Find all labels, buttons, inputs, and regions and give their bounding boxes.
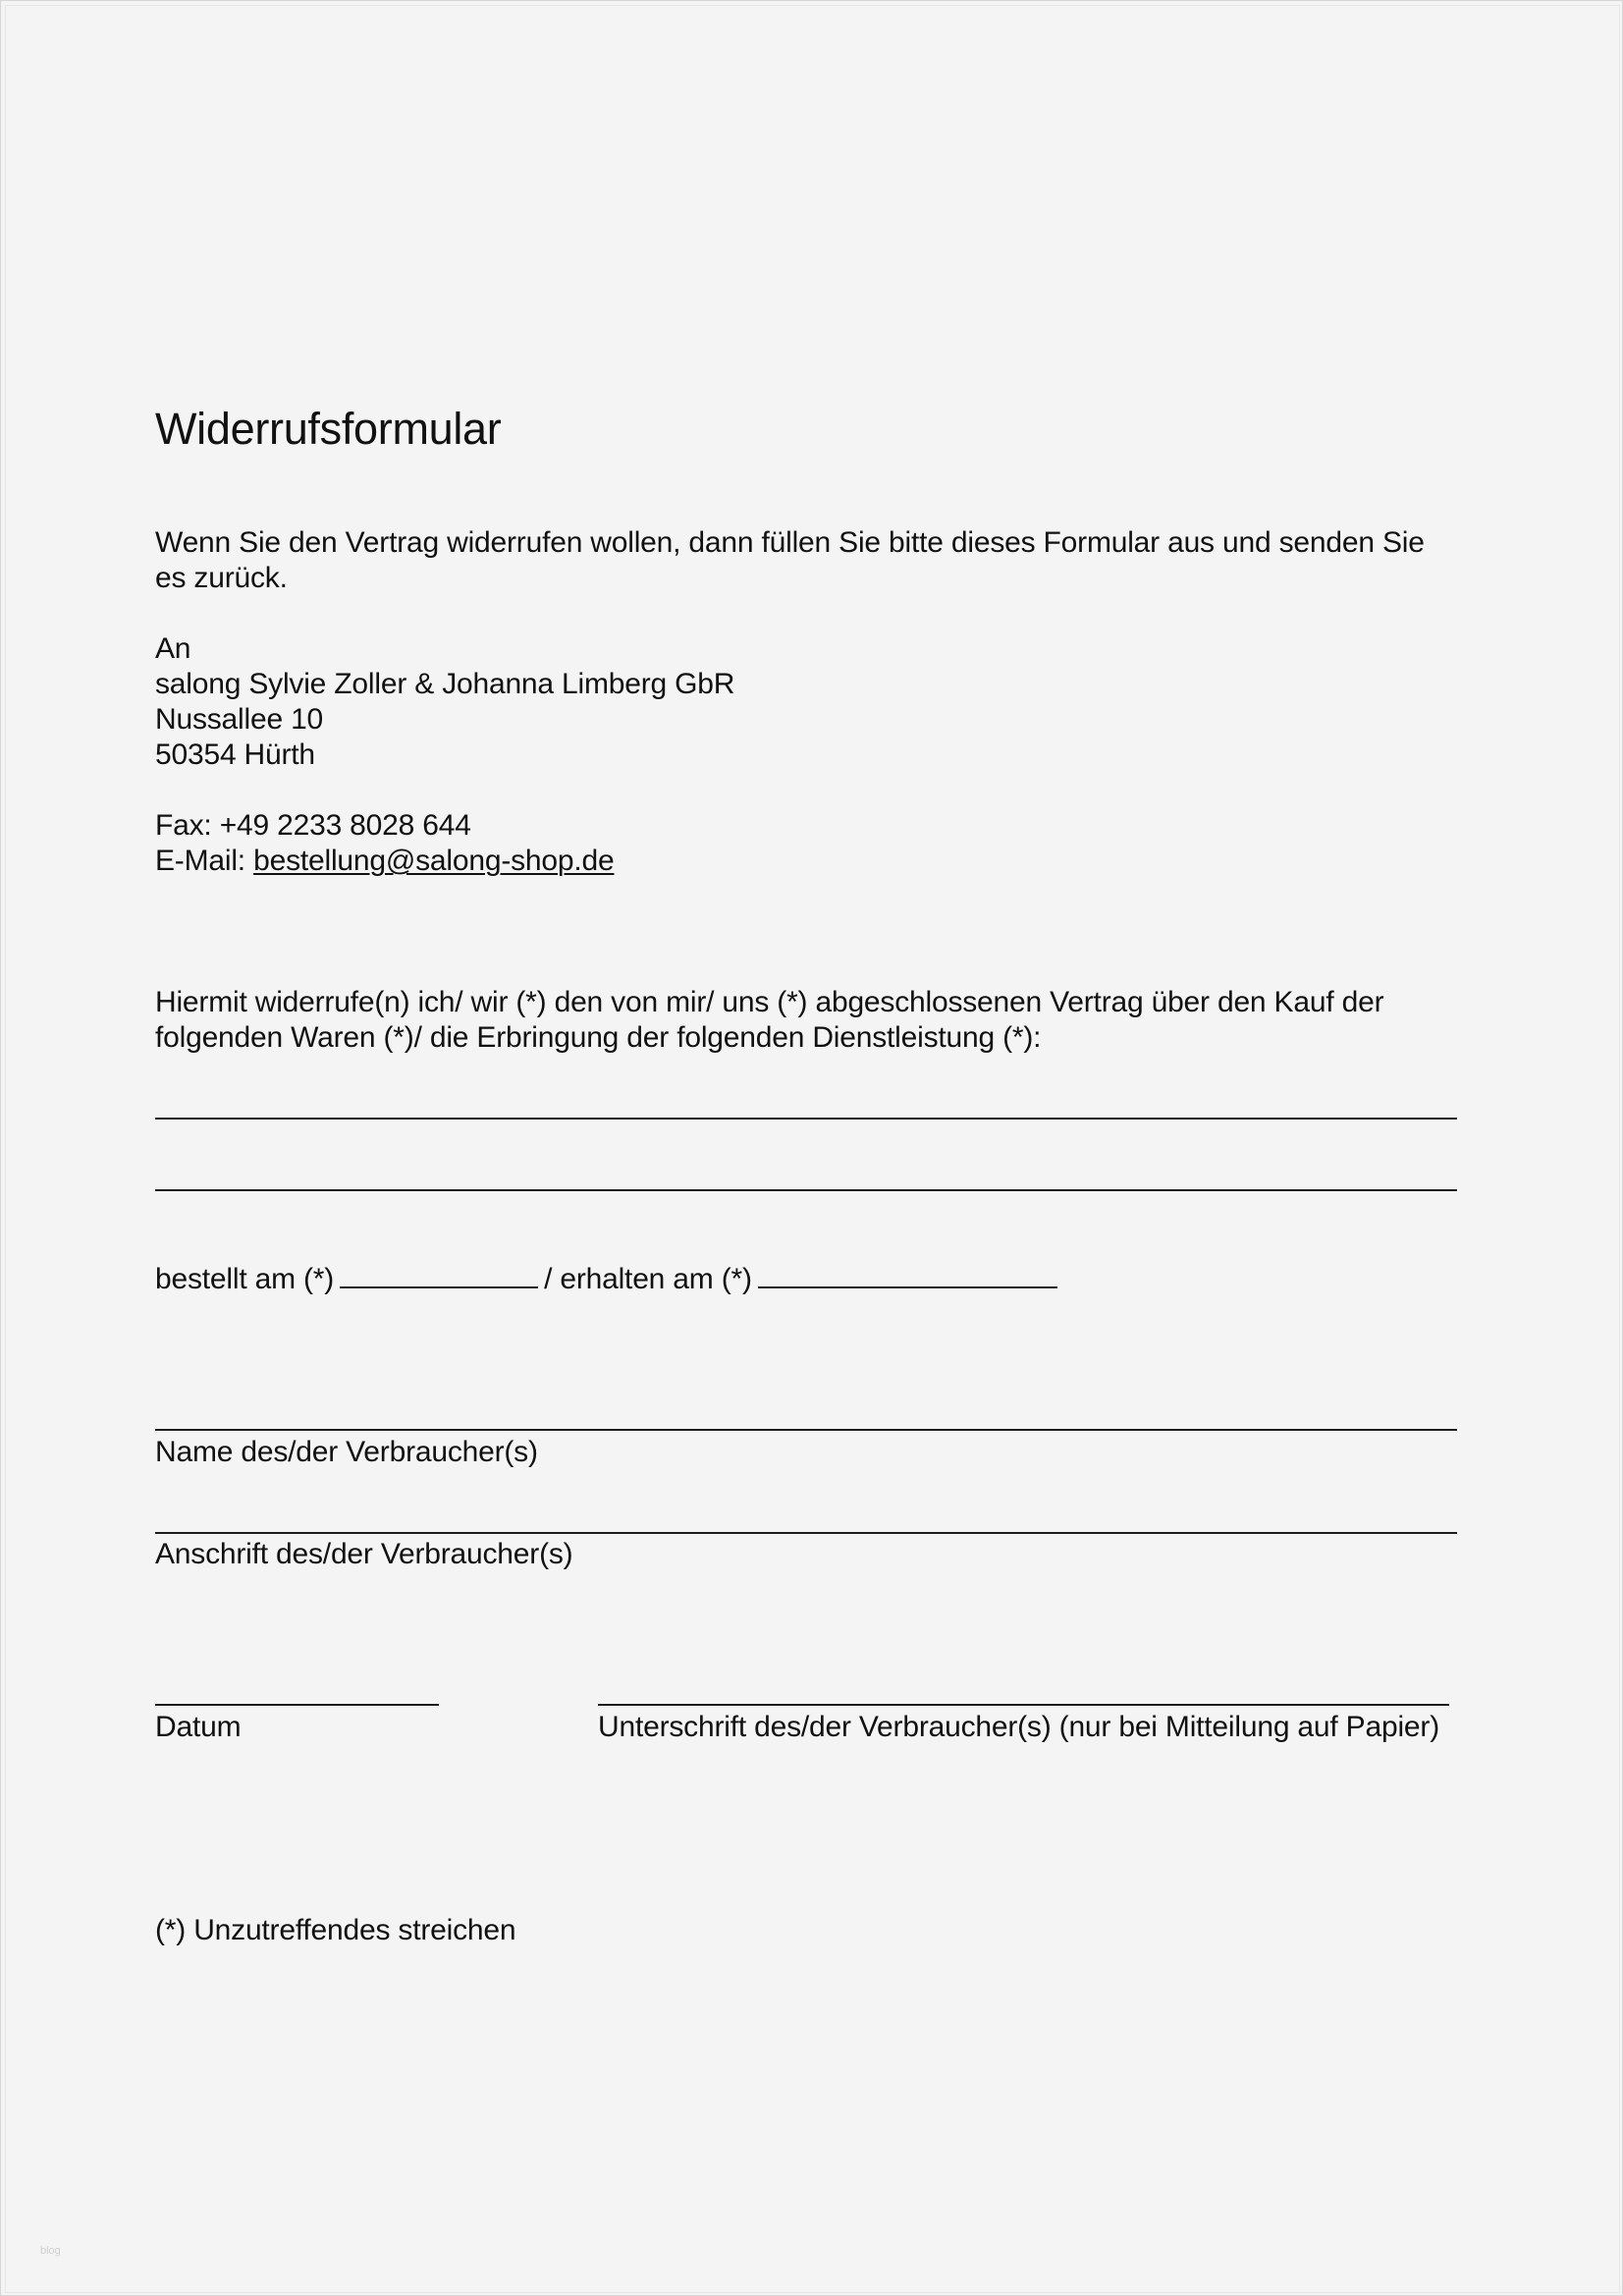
signature-field-label: Unterschrift des/der Verbraucher(s) (nur bei Mitteilung auf Papier)	[598, 1711, 1439, 1743]
recipient-company: salong Sylvie Zoller & Johanna Limberg GbR	[155, 668, 735, 700]
received-date-field[interactable]	[758, 1285, 1057, 1288]
fax-value: +49 2233 8028 644	[219, 809, 471, 842]
intro-line-2: es zurück.	[155, 562, 288, 594]
name-field-label: Name des/der Verbraucher(s)	[155, 1436, 538, 1468]
page-title: Widerrufsformular	[155, 404, 502, 454]
watermark: blog	[40, 2245, 61, 2257]
signature-field-line[interactable]	[598, 1704, 1449, 1706]
declaration-line-1: Hiermit widerrufe(n) ich/ wir (*) den von mir/ uns (*) abgeschlossenen Vertrag über den Kauf der	[155, 986, 1384, 1018]
fax-row	[155, 808, 471, 844]
page-border	[5, 5, 1620, 2293]
received-date-label: erhalten am (*)	[560, 1263, 752, 1295]
name-field-line[interactable]	[155, 1429, 1457, 1431]
intro-line-1: Wenn Sie den Vertrag widerrufen wollen, dann füllen Sie bitte dieses Formular aus und senden Sie	[155, 526, 1425, 559]
recipient-salutation: An	[155, 632, 191, 665]
date-field-line[interactable]	[155, 1704, 439, 1706]
ordered-date-label: bestellt am (*)	[155, 1263, 335, 1295]
address-field-line[interactable]	[155, 1532, 1457, 1534]
declaration-line-2: folgenden Waren (*)/ die Erbringung der folgenden Dienstleistung (*):	[155, 1021, 1042, 1054]
recipient-city: 50354 Hürth	[155, 738, 315, 771]
dates-row	[155, 1262, 1063, 1297]
ordered-date-field[interactable]	[340, 1285, 538, 1288]
email-label: E-Mail:	[155, 845, 245, 877]
dates-separator: /	[544, 1263, 553, 1295]
address-field-label: Anschrift des/der Verbraucher(s)	[155, 1538, 573, 1570]
recipient-street: Nussallee 10	[155, 703, 324, 736]
date-field-label: Datum	[155, 1711, 242, 1743]
fax-label: Fax:	[155, 809, 212, 842]
email-row	[155, 844, 614, 879]
goods-entry-line-2[interactable]	[155, 1189, 1457, 1191]
footnote: (*) Unzutreffendes streichen	[155, 1914, 516, 1946]
email-link[interactable]: bestellung@salong-shop.de	[253, 845, 615, 877]
goods-entry-line-1[interactable]	[155, 1118, 1457, 1120]
